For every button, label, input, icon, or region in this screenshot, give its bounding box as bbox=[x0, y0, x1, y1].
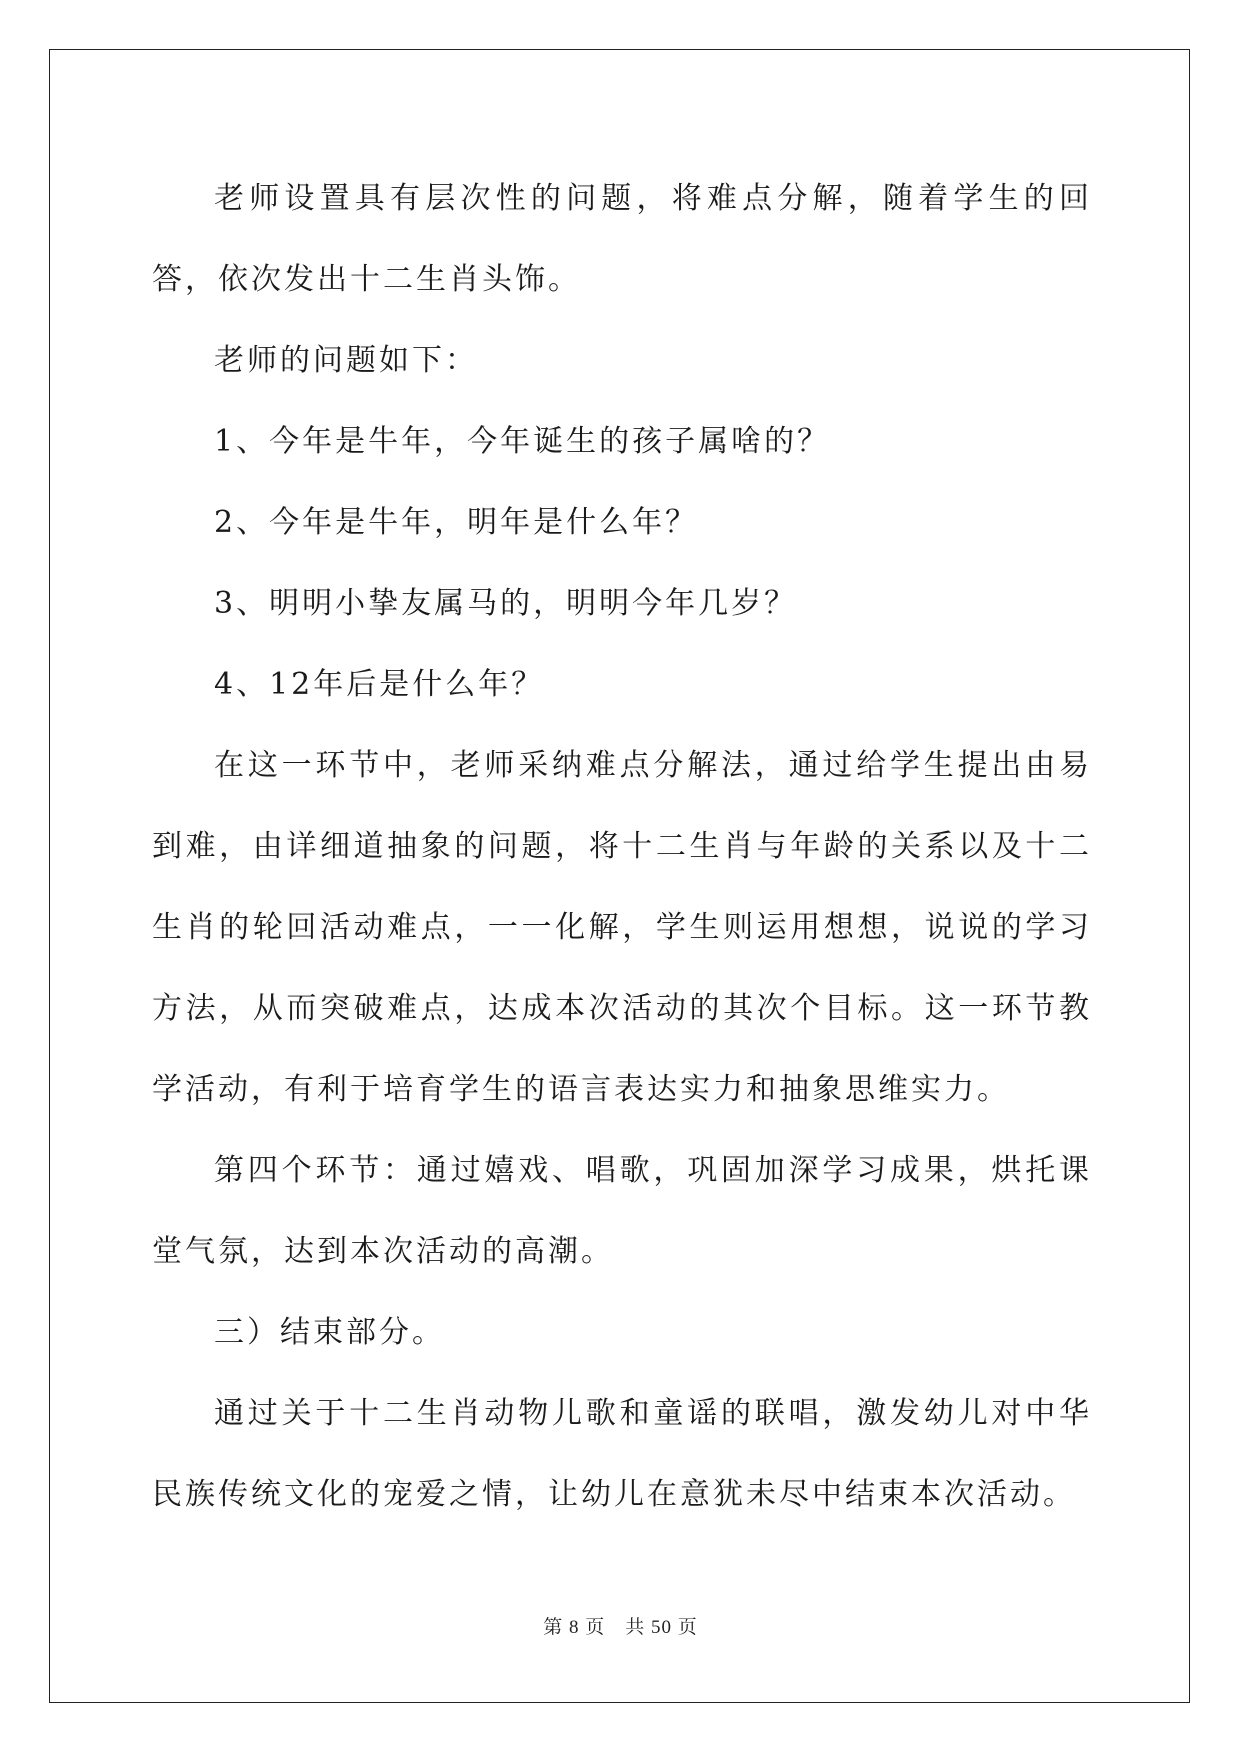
paragraph: 在这一环节中，老师采纳难点分解法，通过给学生提出由易到难，由详细道抽象的问题，将十二生肖与年龄的关系以及十二生肖的轮回活动难点，一一化解，学生则运用想想，说说的学习方法，从而突破难点，达成本次活动的其次个目标。这一环节教学活动，有利于培育学生的语言表达实力和抽象思维实力。 bbox=[152, 748, 1092, 1107]
paragraph: 通过关于十二生肖动物儿歌和童谣的联唱，激发幼儿对中华民族传统文化的宠爱之情，让幼儿在意犹未尽中结束本次活动。 bbox=[152, 1396, 1092, 1512]
page-number: 第 8 页 共 50 页 bbox=[543, 1617, 698, 1638]
list-item: 3、明明小挚友属马的，明明今年几岁？ bbox=[214, 586, 798, 621]
list-item: 2、今年是牛年，明年是什么年？ bbox=[214, 505, 699, 540]
document-body bbox=[152, 158, 1092, 1535]
list-item: 1、今年是牛年，今年诞生的孩子属啥的？ bbox=[214, 424, 831, 459]
list-item: 4、12年后是什么年？ bbox=[214, 667, 545, 702]
paragraph: 第四个环节：通过嬉戏、唱歌，巩固加深学习成果，烘托课堂气氛，达到本次活动的高潮。 bbox=[152, 1153, 1092, 1269]
paragraph: 老师的问题如下： bbox=[214, 343, 478, 378]
section-heading: 三）结束部分。 bbox=[214, 1315, 445, 1350]
paragraph: 老师设置具有层次性的问题，将难点分解，随着学生的回答，依次发出十二生肖头饰。 bbox=[152, 181, 1092, 297]
